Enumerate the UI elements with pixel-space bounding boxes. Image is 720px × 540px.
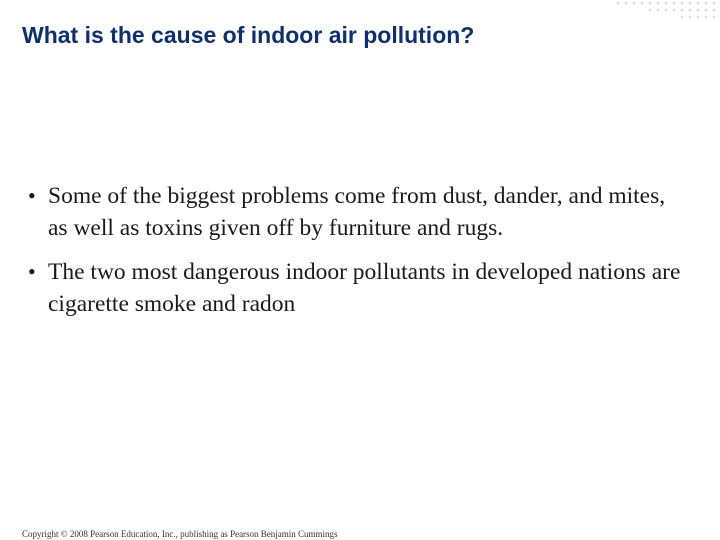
bullet-item bbox=[28, 256, 688, 320]
slide-title: What is the cause of indoor air pollution? bbox=[22, 22, 475, 48]
corner-dot-pattern bbox=[610, 0, 720, 20]
bullet-item bbox=[28, 180, 688, 244]
bullet-text: Some of the biggest problems come from dust, dander, and mites, as well as toxins given off by furniture and rugs. bbox=[48, 183, 666, 241]
bullet-list bbox=[28, 180, 688, 332]
bullet-marker: • bbox=[28, 259, 36, 284]
bullet-marker: • bbox=[28, 183, 36, 208]
copyright-notice: Copyright © 2008 Pearson Education, Inc., publishing as Pearson Benjamin Cummings bbox=[22, 529, 338, 539]
bullet-text: The two most dangerous indoor pollutants in developed nations are cigarette smoke and radon bbox=[48, 259, 681, 317]
